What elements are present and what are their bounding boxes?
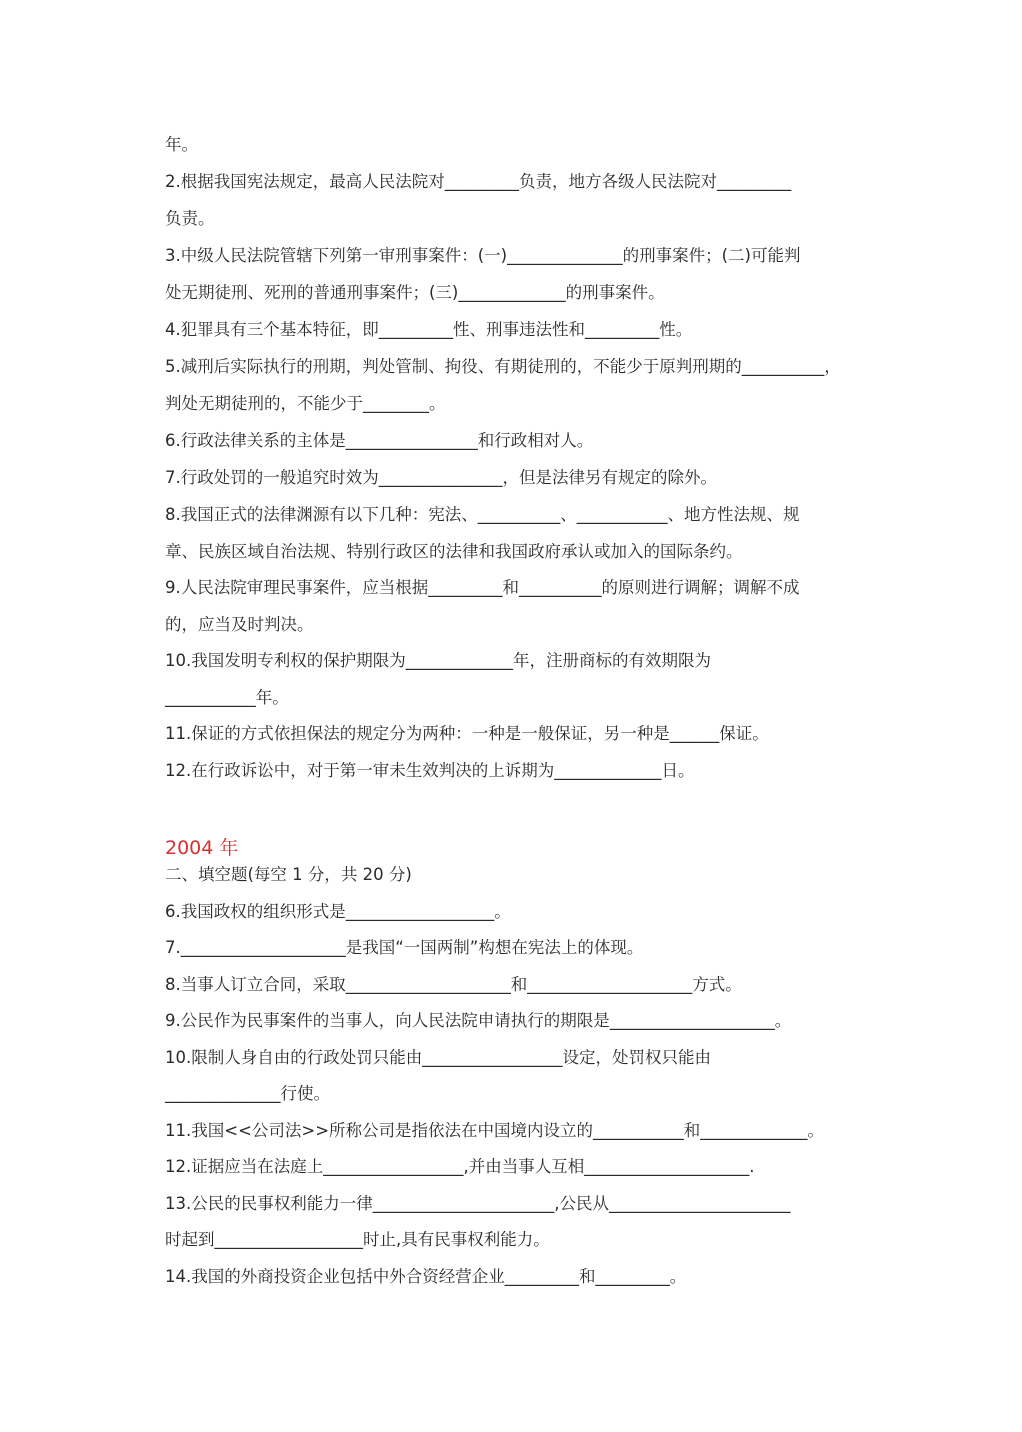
text-line: 12.在行政诉讼中，对于第一审未生效判决的上诉期为_____________日。: [165, 761, 695, 780]
text-line: 11.我国<<公司法>>所称公司是指依法在中国境内设立的___________和_____________。: [165, 1121, 825, 1140]
text-line: 11.保证的方式依担保法的规定分为两种：一种是一般保证，另一种是______保证。: [165, 724, 769, 743]
text-line: 的，应当及时判决。: [165, 615, 314, 634]
text-line: 负责。: [165, 209, 215, 228]
text-line: 9.公民作为民事案件的当事人，向人民法院申请执行的期限是____________________。: [165, 1011, 792, 1030]
text-line: 12.证据应当在法庭上_________________,并由当事人互相____________________.: [165, 1157, 755, 1176]
text-line: 5.减刑后实际执行的刑期，判处管制、拘役、有期徒刑的，不能少于原判刑期的__________，: [165, 357, 841, 376]
text-line: 7.____________________是我国“一国两制”构想在宪法上的体现。: [165, 938, 644, 957]
text-line: 处无期徒刑、死刑的普通刑事案件；(三)_____________的刑事案件。: [165, 283, 665, 302]
text-line: 时起到__________________时止,具有民事权利能力。: [165, 1230, 550, 1249]
text-line: 14.我国的外商投资企业包括中外合资经营企业_________和_________。: [165, 1267, 687, 1286]
text-line: 章、民族区域自治法规、特别行政区的法律和我国政府承认或加入的国际条约。: [165, 542, 743, 561]
text-line: ___________年。: [165, 688, 289, 707]
text-line: 年。: [165, 135, 198, 154]
text-line: 10.我国发明专利权的保护期限为_____________年，注册商标的有效期限为: [165, 651, 711, 670]
text-line: 8.我国正式的法律渊源有以下几种：宪法、__________、___________、地方性法规、规: [165, 505, 800, 524]
text-line: 7.行政处罚的一般追究时效为_______________，但是法律另有规定的除外。: [165, 468, 717, 487]
text-line: 6.我国政权的组织形式是__________________。: [165, 902, 511, 921]
text-line: 判处无期徒刑的，不能少于________。: [165, 394, 446, 413]
section-heading: 2004 年: [165, 837, 239, 859]
text-line: ______________行使。: [165, 1084, 330, 1103]
text-line: 8.当事人订立合同，采取____________________和____________________方式。: [165, 975, 742, 994]
text-line: 13.公民的民事权利能力一律______________________,公民从______________________: [165, 1194, 791, 1213]
text-line: 10.限制人身自由的行政处罚只能由_________________设定，处罚权只能由: [165, 1048, 711, 1067]
text-line: 2.根据我国宪法规定，最高人民法院对_________负责，地方各级人民法院对_________: [165, 172, 792, 191]
text-line: 3.中级人民法院管辖下列第一审刑事案件：(一)______________的刑事案件；(二)可能判: [165, 246, 801, 265]
section-subtitle: 二、填空题(每空 1 分，共 20 分): [165, 865, 412, 884]
text-line: 9.人民法院审理民事案件，应当根据_________和__________的原则进行调解；调解不成: [165, 578, 800, 597]
text-line: 4.犯罪具有三个基本特征，即_________性、刑事违法性和_________性。: [165, 320, 693, 339]
text-line: 6.行政法律关系的主体是________________和行政相对人。: [165, 431, 594, 450]
